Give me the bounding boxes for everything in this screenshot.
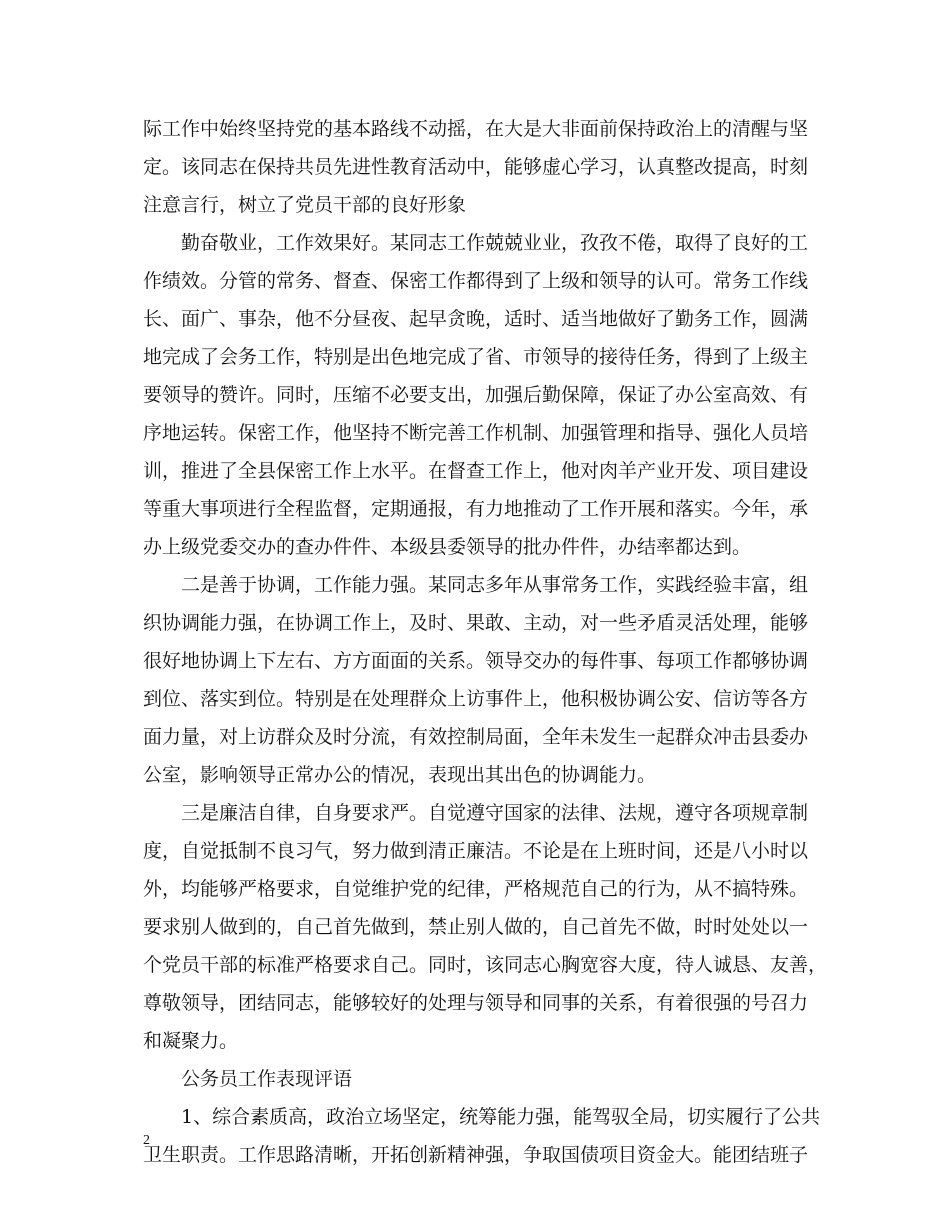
paragraph-first-line: 二是善于协调，工作能力强。某同志多年从事常务工作，实践经验丰富，组: [181, 574, 809, 596]
body-text-line: 地完成了会务工作，特别是出色地完成了省、市领导的接待任务，得到了上级主: [143, 346, 809, 368]
paragraph-first-line: 三是廉洁自律，自身要求严。自觉遵守国家的法律、法规，遵守各项规章制: [181, 802, 809, 824]
body-text-line: 面力量，对上访群众及时分流，有效控制局面，全年未发生一起群众冲击县委办: [143, 726, 809, 748]
body-text-line: 到位、落实到位。特别是在处理群众上访事件上，他积极协调公安、信访等各方: [143, 688, 809, 710]
body-text-line: 公室，影响领导正常办公的情况，表现出其出色的协调能力。: [143, 764, 657, 786]
body-text-line: 度，自觉抵制不良习气，努力做到清正廉洁。不论是在上班时间，还是八小时以: [143, 840, 809, 862]
body-text-line: 个党员干部的标准严格要求自己。同时，该同志心胸宽容大度，待人诚恳、友善，: [143, 954, 828, 976]
paragraph-first-line: 勤奋敬业，工作效果好。某同志工作兢兢业业，孜孜不倦，取得了良好的工: [181, 232, 809, 254]
body-text-line: 要领导的赞许。同时，压缩不必要支出，加强后勤保障，保证了办公室高效、有: [143, 384, 809, 406]
body-text-line: 长、面广、事杂，他不分昼夜、起早贪晚，适时、适当地做好了勤务工作，圆满: [143, 308, 809, 330]
body-text-line: 定。该同志在保持共员先进性教育活动中，能够虚心学习，认真整改提高，时刻: [143, 156, 809, 178]
body-text-line: 尊敬领导，团结同志，能够较好的处理与领导和同事的关系，有着很强的号召力: [143, 992, 809, 1014]
body-text-line: 等重大事项进行全程监督，定期通报，有力地推动了工作开展和落实。今年，承: [143, 498, 809, 520]
body-text-line: 外，均能够严格要求，自觉维护党的纪律，严格规范自己的行为，从不搞特殊。: [143, 878, 809, 900]
body-text-line: 和凝聚力。: [143, 1030, 239, 1052]
body-text-line: 办上级党委交办的查办件件、本级县委领导的批办件件，办结率都达到。: [143, 536, 752, 558]
paragraph-first-line: 1、综合素质高，政治立场坚定，统筹能力强，能驾驭全局，切实履行了公共: [181, 1106, 821, 1128]
body-text-line: 很好地协调上下左右、方方面面的关系。领导交办的每件事、每项工作都够协调: [143, 650, 809, 672]
page-number: 2: [143, 1133, 150, 1148]
body-text-line: 序地运转。保密工作，他坚持不断完善工作机制、加强管理和指导、强化人员培: [143, 422, 809, 444]
body-text-line: 训，推进了全县保密工作上水平。在督查工作上，他对肉羊产业开发、项目建设: [143, 460, 809, 482]
body-text-line: 际工作中始终坚持党的基本路线不动摇，在大是大非面前保持政治上的清醒与坚: [143, 118, 809, 140]
body-text-line: 织协调能力强，在协调工作上，及时、果敢、主动，对一些矛盾灵活处理，能够: [143, 612, 809, 634]
body-text-line: 卫生职责。工作思路清晰，开拓创新精神强，争取国债项目资金大。能团结班子: [143, 1144, 809, 1166]
body-text-line: 要求别人做到的，自己首先做到，禁止别人做的，自己首先不做，时时处处以一: [143, 916, 809, 938]
section-heading: 公务员工作表现评语: [181, 1068, 353, 1090]
body-text-line: 作绩效。分管的常务、督查、保密工作都得到了上级和领导的认可。常务工作线: [143, 270, 809, 292]
body-text-line: 注意言行，树立了党员干部的良好形象: [143, 194, 467, 216]
